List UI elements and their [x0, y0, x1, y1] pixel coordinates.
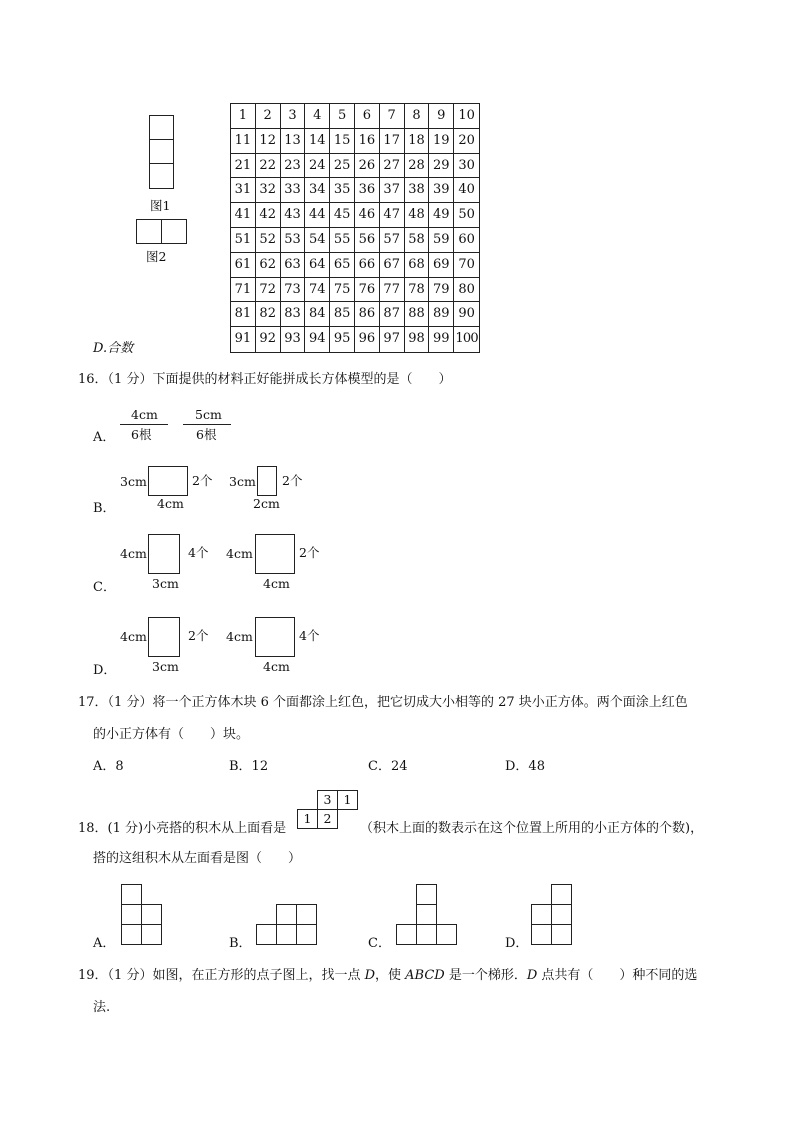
grid-number-cell: 15: [330, 129, 355, 154]
grid-number-cell: 66: [355, 253, 380, 278]
block-square: [416, 924, 437, 945]
grid-number-cell: 38: [405, 178, 430, 203]
grid-number-cell: 75: [330, 278, 355, 303]
q16-d-r1-count: 2个: [188, 628, 209, 643]
grid-number-cell: 65: [330, 253, 355, 278]
q18-question-suffix: （积木上面的数表示在这个位置上所用的小正方体的个数)，: [360, 821, 704, 836]
fig1-square: [149, 139, 174, 164]
grid-number-cell: 62: [256, 253, 281, 278]
grid-number-cell: 79: [429, 278, 454, 303]
grid-number-cell: 27: [380, 154, 405, 179]
block-square: [551, 904, 572, 925]
grid-number-cell: 8: [405, 104, 430, 129]
q16-c-r1-count: 4个: [188, 545, 209, 560]
grid-number-cell: 70: [454, 253, 479, 278]
q16-a-frac1-bottom: 6根: [131, 427, 152, 442]
rectangle-shape: [148, 617, 180, 657]
q16-b-r1-count: 2个: [192, 473, 213, 488]
q16-question: 16．（1 分）下面提供的材料正好能拼成长方体模型的是（ ）: [78, 372, 452, 387]
q19-text-d: 点共有（ ）种不同的选: [537, 968, 698, 983]
q16-b-r2-side: 3cm: [229, 474, 256, 489]
q16-c-r2-bottom: 4cm: [263, 576, 290, 591]
grid-number-cell: 69: [429, 253, 454, 278]
q17-question-line1: 17．（1 分）将一个正方体木块 6 个面都涂上红色，把它切成大小相等的 27 块小正方体。两个面涂上红色: [78, 695, 688, 710]
grid-number-cell: 48: [405, 203, 430, 228]
grid-number-cell: 20: [454, 129, 479, 154]
grid-number-cell: 80: [454, 278, 479, 303]
block-square: [121, 904, 142, 925]
grid-number-cell: 88: [405, 302, 430, 327]
q16-d-r1-bottom: 3cm: [152, 659, 179, 674]
top-view-value: 2: [323, 811, 332, 826]
block-square: [121, 884, 142, 905]
grid-number-cell: 24: [305, 154, 330, 179]
grid-number-cell: 57: [380, 228, 405, 253]
q19-text-c: 是一个梯形．: [444, 968, 527, 983]
grid-number-cell: 28: [405, 154, 430, 179]
grid-number-cell: 30: [454, 154, 479, 179]
grid-number-cell: 59: [429, 228, 454, 253]
grid-number-cell: 99: [429, 327, 454, 352]
grid-number-cell: 63: [281, 253, 306, 278]
grid-number-cell: 4: [305, 104, 330, 129]
fig2-square: [136, 219, 162, 244]
q18-a-letter: A．: [93, 936, 116, 951]
grid-number-cell: 95: [330, 327, 355, 352]
q19-point-d: D: [364, 968, 376, 983]
grid-number-cell: 85: [330, 302, 355, 327]
grid-number-cell: 12: [256, 129, 281, 154]
grid-number-cell: 9: [429, 104, 454, 129]
grid-number-cell: 17: [380, 129, 405, 154]
block-square: [551, 884, 572, 905]
fig1-square: [149, 163, 174, 189]
grid-number-cell: 71: [231, 278, 256, 303]
grid-number-cell: 87: [380, 302, 405, 327]
q16-d-r2-side: 4cm: [226, 629, 253, 644]
rectangle-shape: [148, 534, 180, 574]
grid-number-cell: 89: [429, 302, 454, 327]
grid-number-cell: 98: [405, 327, 430, 352]
q16-c-letter: C．: [93, 580, 116, 595]
grid-number-cell: 68: [405, 253, 430, 278]
q16-c-r1-bottom: 3cm: [152, 576, 179, 591]
grid-number-cell: 5: [330, 104, 355, 129]
q16-b-r2-count: 2个: [282, 473, 303, 488]
q16-a-letter: A．: [93, 430, 116, 445]
block-square: [551, 924, 572, 945]
grid-number-cell: 31: [231, 178, 256, 203]
grid-number-cell: 43: [281, 203, 306, 228]
block-square: [296, 904, 317, 925]
q17-option-a[interactable]: A．8: [93, 759, 124, 774]
grid-number-cell: 2: [256, 104, 281, 129]
grid-number-cell: 22: [256, 154, 281, 179]
grid-number-cell: 47: [380, 203, 405, 228]
q18-b-letter: B．: [229, 936, 252, 951]
q16-b-r1-bottom: 4cm: [157, 496, 184, 511]
grid-number-cell: 51: [231, 228, 256, 253]
grid-number-cell: 10: [454, 104, 479, 129]
grid-number-cell: 21: [231, 154, 256, 179]
grid-number-cell: 55: [330, 228, 355, 253]
grid-number-cell: 11: [231, 129, 256, 154]
block-square: [276, 904, 297, 925]
grid-number-cell: 92: [256, 327, 281, 352]
q19-text-b: ，使: [375, 968, 406, 983]
grid-number-cell: 29: [429, 154, 454, 179]
block-square: [416, 904, 437, 925]
block-square: [296, 924, 317, 945]
grid-number-cell: 46: [355, 203, 380, 228]
grid-number-cell: 67: [380, 253, 405, 278]
rectangle-shape: [257, 466, 277, 496]
q18-question-prefix: 18．(1 分)小亮搭的积木从上面看是: [78, 821, 287, 836]
q19-text-a: 19．（1 分）如图，在正方形的点子图上，找一点: [78, 968, 365, 983]
fig2-label: 图2: [146, 249, 167, 264]
grid-number-cell: 78: [405, 278, 430, 303]
grid-number-cell: 76: [355, 278, 380, 303]
grid-number-cell: 84: [305, 302, 330, 327]
q17-question-line2: 的小正方体有（ ）块。: [93, 727, 250, 742]
grid-number-cell: 74: [305, 278, 330, 303]
grid-number-cell: 18: [405, 129, 430, 154]
q16-c-r2-count: 2个: [299, 545, 320, 560]
block-square: [436, 924, 457, 945]
q16-b-r2-bottom: 2cm: [253, 496, 280, 511]
q19-abcd: ABCD: [405, 968, 445, 983]
q16-b-letter: B．: [93, 501, 116, 516]
q16-d-r2-count: 4个: [299, 628, 320, 643]
q16-d-r2-bottom: 4cm: [263, 659, 290, 674]
q19-question-line2: 法.: [93, 1000, 111, 1015]
rectangle-shape: [148, 466, 188, 496]
grid-number-cell: 44: [305, 203, 330, 228]
grid-number-cell: 77: [380, 278, 405, 303]
grid-number-cell: 93: [281, 327, 306, 352]
grid-number-cell: 13: [281, 129, 306, 154]
fig1-square: [149, 115, 174, 140]
grid-number-cell: 86: [355, 302, 380, 327]
q17-option-c[interactable]: C．24: [368, 759, 408, 774]
grid-number-cell: 16: [355, 129, 380, 154]
grid-number-cell: 40: [454, 178, 479, 203]
grid-number-cell: 54: [305, 228, 330, 253]
q18-c-letter: C．: [368, 936, 391, 951]
grid-number-cell: 72: [256, 278, 281, 303]
grid-number-cell: 96: [355, 327, 380, 352]
square-shape: [255, 617, 295, 657]
block-square: [256, 924, 277, 945]
q16-c-r1-side: 4cm: [120, 546, 147, 561]
block-square: [531, 924, 552, 945]
grid-number-cell: 3: [281, 104, 306, 129]
grid-number-cell: 35: [330, 178, 355, 203]
block-square: [121, 924, 142, 945]
number-grid: [230, 103, 480, 353]
q15-option-d: D.合数: [93, 341, 134, 356]
grid-number-cell: 53: [281, 228, 306, 253]
block-square: [531, 904, 552, 925]
grid-number-cell: 64: [305, 253, 330, 278]
grid-number-cell: 81: [231, 302, 256, 327]
grid-number-cell: 19: [429, 129, 454, 154]
q18-question-line2: 搭的这组积木从左面看是图（ ）: [93, 851, 302, 866]
grid-number-cell: 6: [355, 104, 380, 129]
grid-number-cell: 37: [380, 178, 405, 203]
block-square: [141, 904, 162, 925]
grid-number-cell: 82: [256, 302, 281, 327]
block-square: [141, 924, 162, 945]
grid-number-cell: 45: [330, 203, 355, 228]
fraction-bar: [183, 424, 231, 425]
grid-number-cell: 61: [231, 253, 256, 278]
grid-number-cell: 49: [429, 203, 454, 228]
grid-number-cell: 91: [231, 327, 256, 352]
grid-number-cell: 73: [281, 278, 306, 303]
grid-number-cell: 52: [256, 228, 281, 253]
grid-number-cell: 33: [281, 178, 306, 203]
q16-b-r1-side: 3cm: [120, 474, 147, 489]
grid-number-cell: 58: [405, 228, 430, 253]
grid-number-cell: 36: [355, 178, 380, 203]
grid-number-cell: 100: [455, 331, 478, 347]
top-view-value: 1: [343, 792, 352, 807]
q16-c-r2-side: 4cm: [226, 546, 253, 561]
grid-number-cell: 50: [454, 203, 479, 228]
grid-number-cell: 39: [429, 178, 454, 203]
grid-number-cell: 32: [256, 178, 281, 203]
fig1-label: 图1: [150, 198, 171, 213]
grid-number-cell: 94: [305, 327, 330, 352]
q17-option-b[interactable]: B．12: [229, 759, 269, 774]
grid-number-cell: 90: [454, 302, 479, 327]
grid-number-cell: 42: [256, 203, 281, 228]
q17-option-d[interactable]: D．48: [505, 759, 545, 774]
top-view-value: 3: [323, 792, 332, 807]
fraction-bar: [120, 424, 168, 425]
block-square: [396, 924, 417, 945]
grid-number-cell: 1: [231, 104, 256, 129]
grid-number-cell: 97: [380, 327, 405, 352]
grid-number-cell: 83: [281, 302, 306, 327]
grid-number-cell: 14: [305, 129, 330, 154]
grid-number-cell: 25: [330, 154, 355, 179]
q18-d-letter: D．: [505, 936, 529, 951]
q16-d-r1-side: 4cm: [120, 629, 147, 644]
block-square: [276, 924, 297, 945]
grid-number-cell: 60: [454, 228, 479, 253]
q19-point-d2: D: [526, 968, 538, 983]
q16-a-frac2-top: 5cm: [195, 407, 222, 422]
grid-number-cell: 34: [305, 178, 330, 203]
grid-number-cell: 23: [281, 154, 306, 179]
q16-d-letter: D．: [93, 663, 117, 678]
q16-a-frac2-bottom: 6根: [196, 427, 217, 442]
block-square: [416, 884, 437, 905]
q16-a-frac1-top: 4cm: [131, 407, 158, 422]
grid-number-cell: 7: [380, 104, 405, 129]
grid-number-cell: 56: [355, 228, 380, 253]
fig2-square: [161, 219, 187, 244]
top-view-value: 1: [303, 811, 312, 826]
square-shape: [255, 534, 295, 574]
grid-number-cell: 26: [355, 154, 380, 179]
grid-number-cell: 41: [231, 203, 256, 228]
q19-question-line1: [78, 967, 697, 985]
